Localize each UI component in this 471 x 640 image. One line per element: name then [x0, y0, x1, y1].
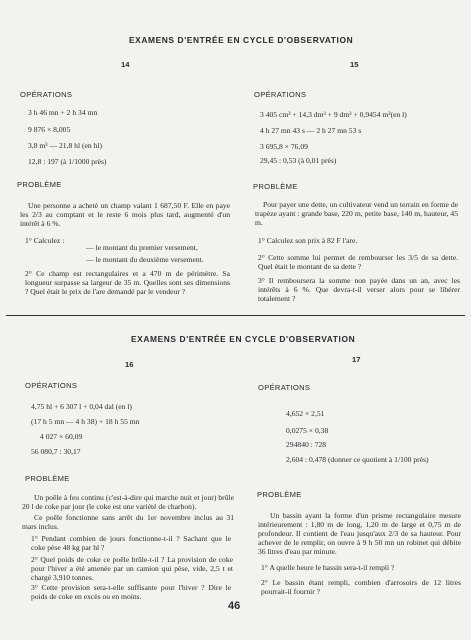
problem-text: Une personne a acheté un champ valant 1 687,50 F. Elle en paye les 2/3 au comptant et le reste 6 mois plus tard, augmenté d'un intérêt à 6 %.	[20, 201, 230, 229]
question-text: 2° Cette somme lui permet de rembourser les 3/5 de sa dette. Quel était le montant de sa dette ?	[258, 253, 458, 272]
operation-line: 2,604 : 0,478 (donner ce quotient à 1/100 près)	[286, 455, 429, 464]
operations-label: OPÉRATIONS	[20, 90, 73, 99]
operation-line: 3 h 46 mn + 2 h 34 mn	[28, 108, 98, 117]
operation-line: 12,8 : 197 (à 1/1000 près)	[28, 157, 107, 166]
problem-label: PROBLÈME	[25, 474, 70, 483]
problem-label: PROBLÈME	[17, 180, 62, 189]
operation-line: 3,8 m³ — 21,8 hl (en hl)	[28, 141, 102, 150]
operation-line: 9 876 × 8,005	[28, 125, 71, 134]
section-header: EXAMENS D'ENTRÉE EN CYCLE D'OBSERVATION	[131, 334, 356, 344]
question-text: 1° A quelle heure le bassin sera-t-il rempli ?	[261, 563, 395, 572]
problem-text: Un poêle à feu continu (c'est-à-dire qui marche nuit et jour) brûle 20 l de coke par jour (le coke est une variété de charbon).	[22, 493, 234, 512]
problem-text: Un bassin ayant la forme d'un prisme rectangulaire mesure intérieurement : 1,80 m de long, 1,20 m de large et 0,75 m de profondeur. Il contient de l'eau jusqu'aux 2/3 de sa hauteur. Pour achever de le remplir, on ouvre à 9 h 50 mn un robinet qui débite 36 litres d'eau par minute.	[258, 511, 461, 557]
page-number: 46	[228, 600, 241, 612]
exercise-number: 14	[121, 60, 130, 69]
question-text: 3° Cette provision sera-t-elle suffisante pour l'hiver ? Dire le poids de coke en excès ou en moins.	[31, 583, 231, 602]
exercise-number: 16	[125, 360, 134, 369]
problem-label: PROBLÈME	[257, 490, 302, 499]
operation-line: 3 695,8 × 76,09	[260, 142, 308, 151]
question-text: 2° Quel poids de coke ce poêle brûle-t-il ? La provision de coke pour l'hiver a été amenée par un camion qui pèse, vide, 2,5 t et chargé 3,910 tonnes.	[31, 555, 233, 583]
section-header: EXAMENS D'ENTRÉE EN CYCLE D'OBSERVATION	[129, 35, 354, 45]
operation-line: 4,652 × 2,51	[286, 409, 325, 418]
problem-label: PROBLÈME	[253, 182, 298, 191]
operation-line: 29,45 : 0,53 (à 0,01 près)	[260, 156, 337, 165]
question-text: — le montant du deuxième versement.	[86, 255, 204, 264]
divider	[6, 315, 465, 316]
operation-line: 56 080,7 : 30,17	[31, 447, 81, 456]
operation-line: 294840 : 728	[286, 440, 327, 449]
operation-line: 4 h 27 mn 43 s — 2 h 27 mn 53 s	[260, 126, 362, 135]
operations-label: OPÉRATIONS	[258, 383, 311, 392]
question-text: 1° Calculez :	[25, 236, 65, 245]
operation-line: 3 405 cm³ + 14,3 dm³ + 9 dm³ + 0,9454 m³(en l)	[260, 110, 407, 119]
operation-line: 4,75 hl + 6 307 l + 0,04 dal (en l)	[31, 402, 132, 411]
exercise-number: 17	[352, 355, 361, 364]
problem-text: Pour payer une dette, un cultivateur vend un terrain en forme de trapèze ayant : grande base, 220 m, petite base, 140 m, hauteur, 45 m.	[255, 200, 458, 228]
operation-line: 4 027 × 60,09	[40, 432, 83, 441]
operation-line: (17 h 5 mn — 4 h 38) + 18 h 55 mn	[31, 417, 140, 426]
operation-line: 0,0275 × 0,38	[286, 426, 329, 435]
question-text: 2° Le bassin étant rempli, combien d'arrosoirs de 12 litres pourrait-il fournir ?	[261, 578, 461, 597]
question-text: 3° Il remboursera la somme non payée dans un an, avec les intérêts à 6 %. Que devra-t-il verser alors pour se libérer totalement ?	[258, 276, 460, 304]
question-text: — le montant du premier versement,	[86, 243, 198, 252]
exercise-number: 15	[350, 60, 359, 69]
question-text: 2° Ce champ est rectangulaires et a 470 m de périmètre. Sa longueur surpasse sa largeur de 35 m. Quelles sont ses dimensions ? Quel était le prix de l'are demandé par le vendeur ?	[25, 269, 230, 297]
operations-label: OPÉRATIONS	[25, 381, 78, 390]
operations-label: OPÉRATIONS	[254, 90, 307, 99]
question-text: 1° Calculez son prix à 82 F l'are.	[258, 236, 358, 245]
problem-text: Ce poêle fonctionne sans arrêt du 1er novembre inclus au 31 mars inclus.	[22, 513, 234, 532]
question-text: 1° Pendant combien de jours fonctionne-t-il ? Sachant que le coke pèse 48 kg par hl ?	[31, 534, 231, 553]
